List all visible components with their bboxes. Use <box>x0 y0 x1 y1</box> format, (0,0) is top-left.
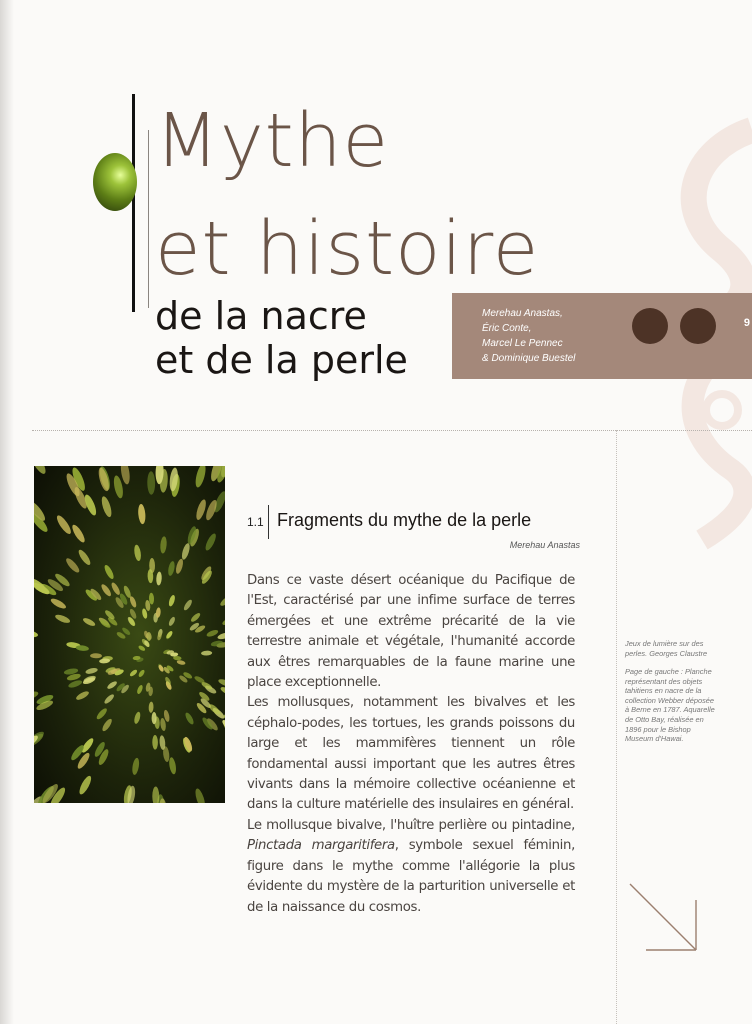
subtitle <box>155 294 408 382</box>
section-author: Merehau Anastas <box>509 540 580 550</box>
arrow-down-right-icon <box>628 882 700 954</box>
subtitle-line-1: de la nacre <box>155 294 367 338</box>
author-name: Marcel Le Pennec <box>482 338 563 349</box>
paragraph <box>247 816 575 918</box>
brown-dot-icon <box>680 308 716 344</box>
photo-caption: Jeux de lumière sur des perles. Georges Claustre <box>625 639 708 658</box>
pearls-photo <box>34 466 225 803</box>
pearl-highlight <box>90 653 102 658</box>
paragraph-text: , symbole sexuel féminin, figure dans le mythe comme l'allégorie la plus évidente du mystère de la parturition universelle et de la naissance du cosmos. <box>247 838 575 915</box>
title-line-2: et histoire <box>155 206 540 292</box>
page-gutter-shadow <box>0 0 14 1024</box>
green-pearl-icon <box>93 153 137 211</box>
author-list <box>482 306 575 366</box>
title-rule-thick <box>132 94 135 312</box>
left-page-caption: Page de gauche : Planche représentant des objets tahitiens en nacre de la collection Webber déposée à Berne en 1787. Aquarelle de Otto Bay, réalisée en 1896 pour le Bishop Museum d'Hawai. <box>625 667 715 744</box>
section-number: 1.1 <box>247 515 264 529</box>
paragraph-text: Le mollusque bivalve, l'huître perlière ou pintadine, <box>247 817 575 833</box>
author-name: Éric Conte, <box>482 323 532 334</box>
paragraph: Les mollusques, notamment les bivalves et les céphalo-podes, les tortues, les grands poissons du large et les mammifères tiennent un rôle fondamental aussi important que les autres êtres vivants dans la mémoire collective océanienne et dans la culture matérielle des insulaires en général. <box>247 695 575 813</box>
author-name: & Dominique Buestel <box>482 353 576 364</box>
body-text <box>247 571 575 918</box>
paragraph: Dans ce vaste désert océanique du Pacifique de l'Est, caractérisé par une infime surface de terres émergées et une extrême précarité de la vie terrestre animale et végétale, l'humanité accorde aux êtres remarquables de la faune marine une place exceptionnelle. <box>247 573 575 691</box>
pearl-highlight <box>152 712 157 724</box>
dotted-divider-vertical <box>616 430 617 1024</box>
subtitle-line-2: et de la perle <box>155 338 408 382</box>
page-number: 9 <box>743 317 750 329</box>
title-line-1: Mythe <box>155 98 390 184</box>
section-title: Fragments du mythe de la perle <box>277 510 532 530</box>
title-rule-thin <box>148 130 149 308</box>
dotted-divider-horizontal <box>32 430 752 431</box>
section-divider <box>268 505 269 539</box>
author-box <box>452 293 752 379</box>
brown-dot-icon <box>632 308 668 344</box>
author-name: Merehau Anastas, <box>482 308 563 319</box>
species-name: Pinctada margaritifera <box>247 838 395 854</box>
